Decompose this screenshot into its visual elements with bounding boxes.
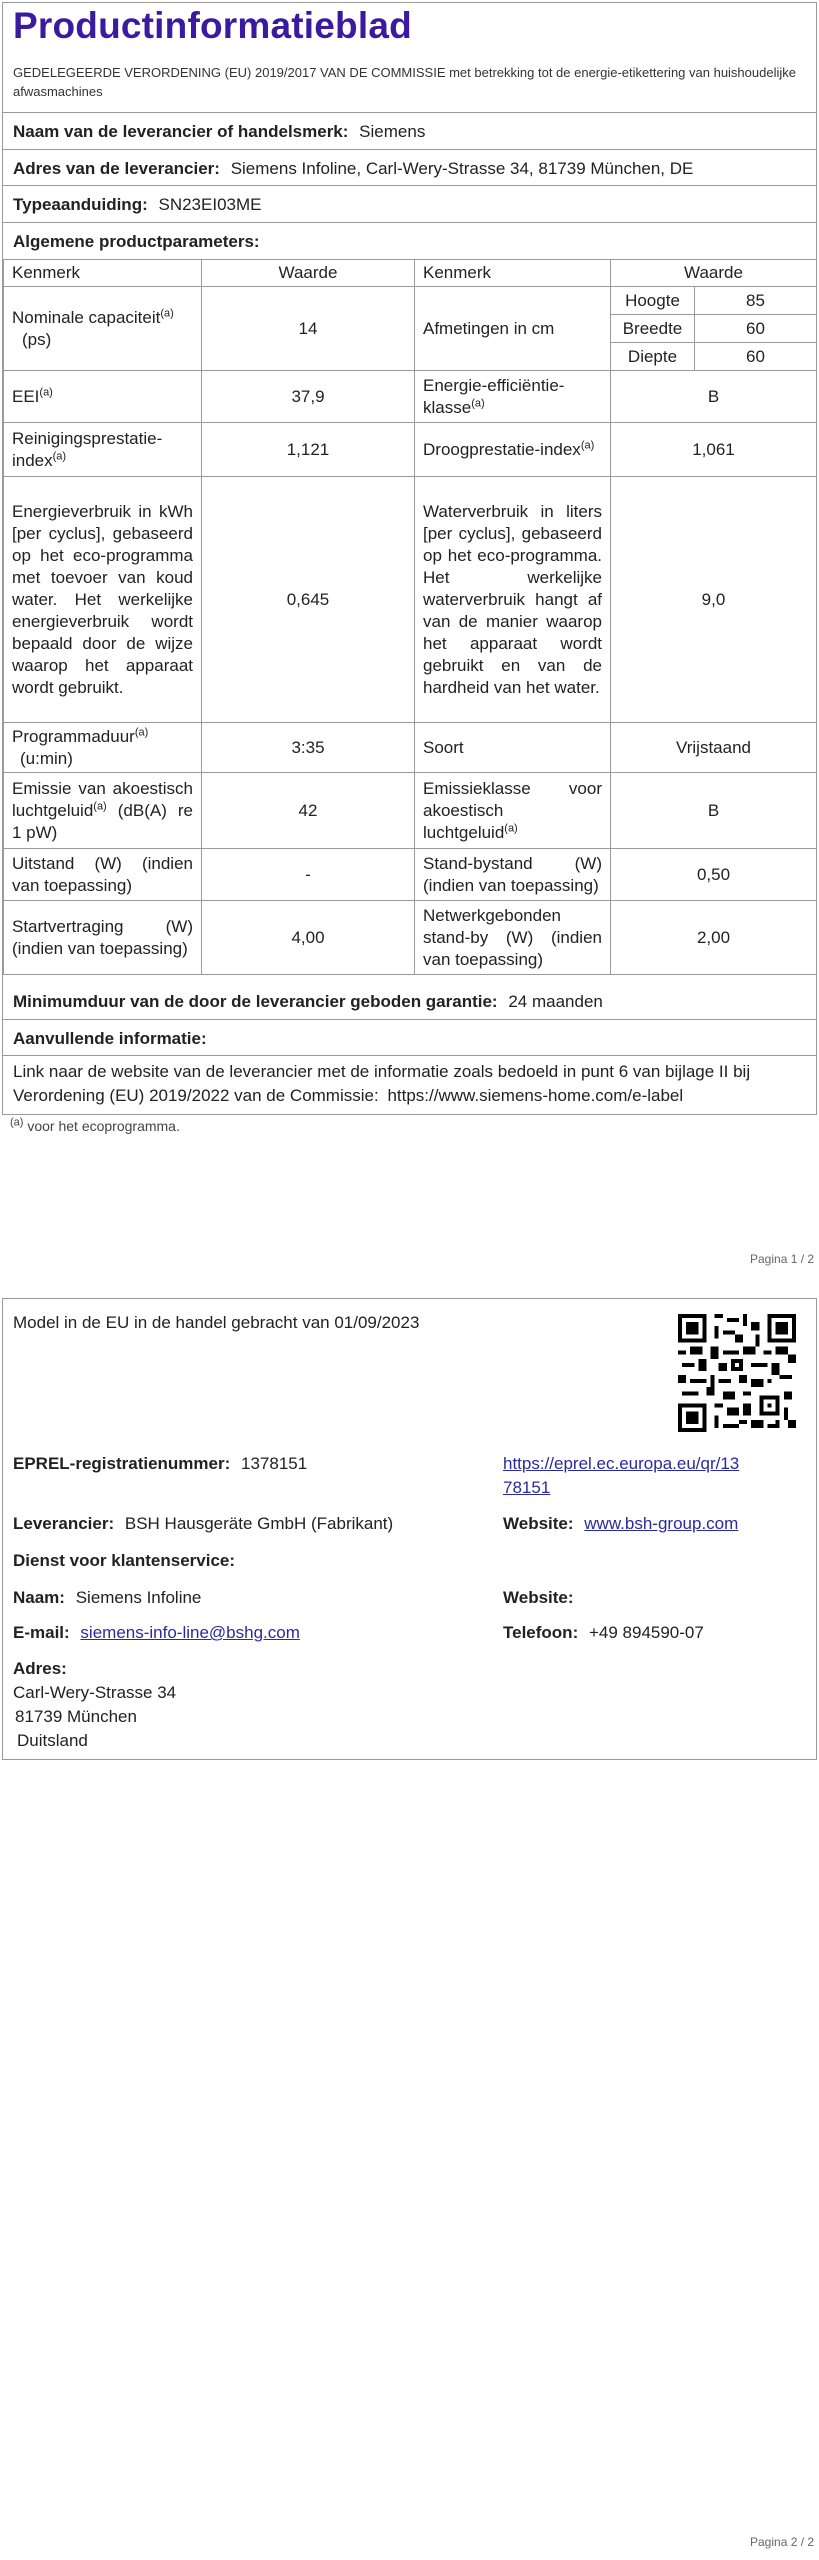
drying-label-cell bbox=[415, 423, 611, 477]
eei-label: EEI bbox=[12, 386, 40, 406]
program-duration-unit: (u:min) bbox=[20, 748, 73, 768]
footnote-marker: (a) bbox=[160, 306, 174, 319]
cleaning-label: Reinigingsprestatie-index bbox=[12, 428, 163, 470]
capacity-label: Nominale capaciteit bbox=[12, 307, 161, 327]
phone-row bbox=[503, 1621, 704, 1645]
additional-info-row bbox=[3, 1019, 816, 1055]
cleaning-label-cell bbox=[4, 423, 202, 477]
supplier-label: Naam van de leverancier of handelsmerk: bbox=[13, 122, 349, 141]
page-number-2: Pagina 2 / 2 bbox=[750, 2535, 815, 2549]
type-label: Typeaanduiding: bbox=[13, 195, 148, 214]
table-row bbox=[4, 477, 817, 723]
table-row bbox=[4, 287, 817, 315]
website-row bbox=[503, 1512, 738, 1536]
delay-value: 4,00 bbox=[202, 901, 415, 975]
noise-class-value: B bbox=[611, 773, 817, 849]
width-label: Breedte bbox=[611, 315, 695, 343]
dimensions-label: Afmetingen in cm bbox=[415, 287, 611, 371]
off-value: - bbox=[202, 849, 415, 901]
service-heading: Dienst voor klantenservice: bbox=[13, 1551, 236, 1570]
phone-value: +49 894590-07 bbox=[588, 1623, 704, 1642]
header-waarde-1: Waarde bbox=[202, 260, 415, 287]
supplier-row bbox=[13, 1512, 393, 1536]
warranty-value: 24 maanden bbox=[508, 992, 603, 1011]
warranty-label: Minimumduur van de door de leverancier geboden garantie: bbox=[13, 992, 498, 1011]
noise-label: Emissie van akoestisch luchtgeluid bbox=[12, 778, 193, 820]
standby-label: Stand-bystand (W) (indien van toepassing) bbox=[415, 849, 611, 901]
table-row bbox=[4, 423, 817, 477]
width-value: 60 bbox=[695, 315, 817, 343]
depth-value: 60 bbox=[695, 343, 817, 371]
page-number-1: Pagina 1 / 2 bbox=[750, 1252, 815, 1266]
header-waarde-2: Waarde bbox=[611, 260, 817, 287]
website-label: Website: bbox=[503, 1514, 574, 1533]
supplier-row bbox=[3, 112, 816, 149]
capacity-unit: (ps) bbox=[22, 329, 52, 349]
footnote-marker: (a) bbox=[52, 449, 67, 462]
water-consumption-label: Waterverbruik in liters [per cyclus], gebaseerd op het eco-programma. Het werkelijke waterverbruik hangt af van de manier waarop het apparaat wordt gebruikt en van de hardheid van het water. bbox=[415, 477, 611, 723]
eei-label-cell bbox=[4, 371, 202, 423]
footnote-marker: (a) bbox=[39, 385, 53, 398]
address-label: Adres: bbox=[13, 1659, 67, 1678]
name-label: Naam: bbox=[13, 1588, 65, 1607]
table-row bbox=[4, 849, 817, 901]
footnote-text: voor het ecoprogramma. bbox=[27, 1118, 180, 1134]
additional-label: Aanvullende informatie: bbox=[13, 1029, 207, 1048]
address-line-1: Carl-Wery-Strasse 34 bbox=[13, 1683, 177, 1702]
footnote-marker: (a) bbox=[10, 1116, 24, 1129]
water-consumption-value: 9,0 bbox=[611, 477, 817, 723]
service-website-label: Website: bbox=[503, 1588, 574, 1607]
params-heading-row bbox=[3, 222, 816, 259]
table-header-row bbox=[4, 260, 817, 287]
program-duration-value: 3:35 bbox=[202, 723, 415, 773]
energy-class-label: Energie-efficiëntie-klasse bbox=[423, 375, 565, 417]
program-duration-label: Programmaduur bbox=[12, 726, 135, 746]
table-row bbox=[4, 901, 817, 975]
delay-label: Startvertraging (W) (indien van toepassing) bbox=[4, 901, 202, 975]
eprel-link-line-1[interactable]: https://eprel.ec.europa.eu/qr/13 bbox=[503, 1454, 740, 1473]
table-row bbox=[4, 371, 817, 423]
product-info-sheet bbox=[2, 2, 817, 1115]
supplier-value: BSH Hausgeräte GmbH (Fabrikant) bbox=[124, 1514, 394, 1533]
website-link[interactable]: www.bsh-group.com bbox=[584, 1514, 739, 1533]
height-value: 85 bbox=[695, 287, 817, 315]
energy-consumption-label: Energieverbruik in kWh [per cyclus], gebaseerd op het eco-programma met toevoer van koud water. Het werkelijke energieverbruik wordt bepaald door de wijze waarop het apparaat wordt gebruikt. bbox=[4, 477, 202, 723]
standby-value: 0,50 bbox=[611, 849, 817, 901]
energy-class-label-cell bbox=[415, 371, 611, 423]
footnote bbox=[10, 1118, 180, 1134]
type-row bbox=[3, 185, 816, 222]
service-website-row bbox=[503, 1586, 574, 1610]
footnote-marker: (a) bbox=[93, 799, 107, 812]
energy-class-value: B bbox=[611, 371, 817, 423]
header-kenmerk-1: Kenmerk bbox=[4, 260, 202, 287]
eprel-value: 1378151 bbox=[241, 1454, 308, 1473]
regulation-subtitle: GEDELEGEERDE VERORDENING (EU) 2019/2017 VAN DE COMMISSIE met betrekking tot de energie-etikettering van huishoudelijke afwasmachines bbox=[13, 65, 796, 99]
noise-label-cell bbox=[4, 773, 202, 849]
phone-label: Telefoon: bbox=[503, 1623, 579, 1642]
eprel-link-line-2[interactable]: 78151 bbox=[503, 1478, 551, 1497]
noise-class-label: Emissieklasse voor akoestisch luchtgeluid bbox=[423, 778, 602, 842]
address-row bbox=[3, 149, 816, 185]
noise-value: 42 bbox=[202, 773, 415, 849]
address-value: Siemens Infoline, Carl-Wery-Strasse 34, 81739 München, DE bbox=[230, 159, 694, 178]
model-text: Model in de EU in de handel gebracht van 01/09/2023 bbox=[13, 1313, 420, 1332]
footnote-marker: (a) bbox=[580, 438, 595, 451]
depth-label: Diepte bbox=[611, 343, 695, 371]
email-link[interactable]: siemens-info-line@bshg.com bbox=[80, 1623, 300, 1642]
address-block bbox=[13, 1657, 176, 1753]
email-label: E-mail: bbox=[13, 1623, 70, 1642]
capacity-value: 14 bbox=[202, 287, 415, 371]
warranty-row bbox=[3, 983, 816, 1019]
network-standby-value: 2,00 bbox=[611, 901, 817, 975]
capacity-label-cell bbox=[4, 287, 202, 371]
footnote-marker: (a) bbox=[471, 396, 485, 409]
header-kenmerk-2: Kenmerk bbox=[415, 260, 611, 287]
params-heading: Algemene productparameters: bbox=[13, 232, 260, 251]
off-label: Uitstand (W) (indien van toepassing) bbox=[4, 849, 202, 901]
supplier-label: Leverancier: bbox=[13, 1514, 115, 1533]
cleaning-value: 1,121 bbox=[202, 423, 415, 477]
eei-value: 37,9 bbox=[202, 371, 415, 423]
additional-text-row bbox=[3, 1055, 816, 1115]
additional-link[interactable]: https://www.siemens-home.com/e-label bbox=[387, 1086, 684, 1105]
type-kind-value: Vrijstaand bbox=[611, 723, 817, 773]
height-label: Hoogte bbox=[611, 287, 695, 315]
product-info-sheet-page-2 bbox=[2, 1298, 817, 1760]
program-duration-label-cell bbox=[4, 723, 202, 773]
email-row bbox=[13, 1621, 300, 1645]
noise-unit: (dB(A) re 1 pW) bbox=[12, 800, 193, 842]
table-row bbox=[4, 773, 817, 849]
qr-code-icon bbox=[678, 1314, 796, 1432]
product-parameters-table bbox=[3, 259, 817, 975]
eprel-label: EPREL-registratienummer: bbox=[13, 1454, 231, 1473]
type-kind-label: Soort bbox=[415, 723, 611, 773]
page-title: Productinformatieblad bbox=[13, 5, 412, 46]
eprel-row bbox=[13, 1452, 307, 1476]
drying-label: Droogprestatie-index bbox=[423, 439, 581, 459]
footnote-marker: (a) bbox=[134, 725, 149, 738]
name-value: Siemens Infoline bbox=[75, 1588, 202, 1607]
name-row bbox=[13, 1586, 201, 1610]
energy-consumption-value: 0,645 bbox=[202, 477, 415, 723]
table-row bbox=[4, 723, 817, 773]
supplier-value: Siemens bbox=[359, 122, 426, 141]
address-line-3: Duitsland bbox=[17, 1731, 88, 1750]
additional-text: Link naar de website van de leverancier met de informatie zoals bedoeld in punt 6 van bijlage II bij Verordening (EU) 2019/2022 van de Commissie: bbox=[13, 1062, 751, 1105]
address-line-2: 81739 München bbox=[15, 1707, 137, 1726]
type-value: SN23EI03ME bbox=[158, 195, 262, 214]
footnote-marker: (a) bbox=[504, 821, 518, 834]
network-standby-label: Netwerkgebonden stand-by (W) (indien van toepassing) bbox=[415, 901, 611, 975]
drying-value: 1,061 bbox=[611, 423, 817, 477]
noise-class-label-cell bbox=[415, 773, 611, 849]
address-label: Adres van de leverancier: bbox=[13, 159, 220, 178]
eprel-link[interactable] bbox=[503, 1452, 739, 1500]
